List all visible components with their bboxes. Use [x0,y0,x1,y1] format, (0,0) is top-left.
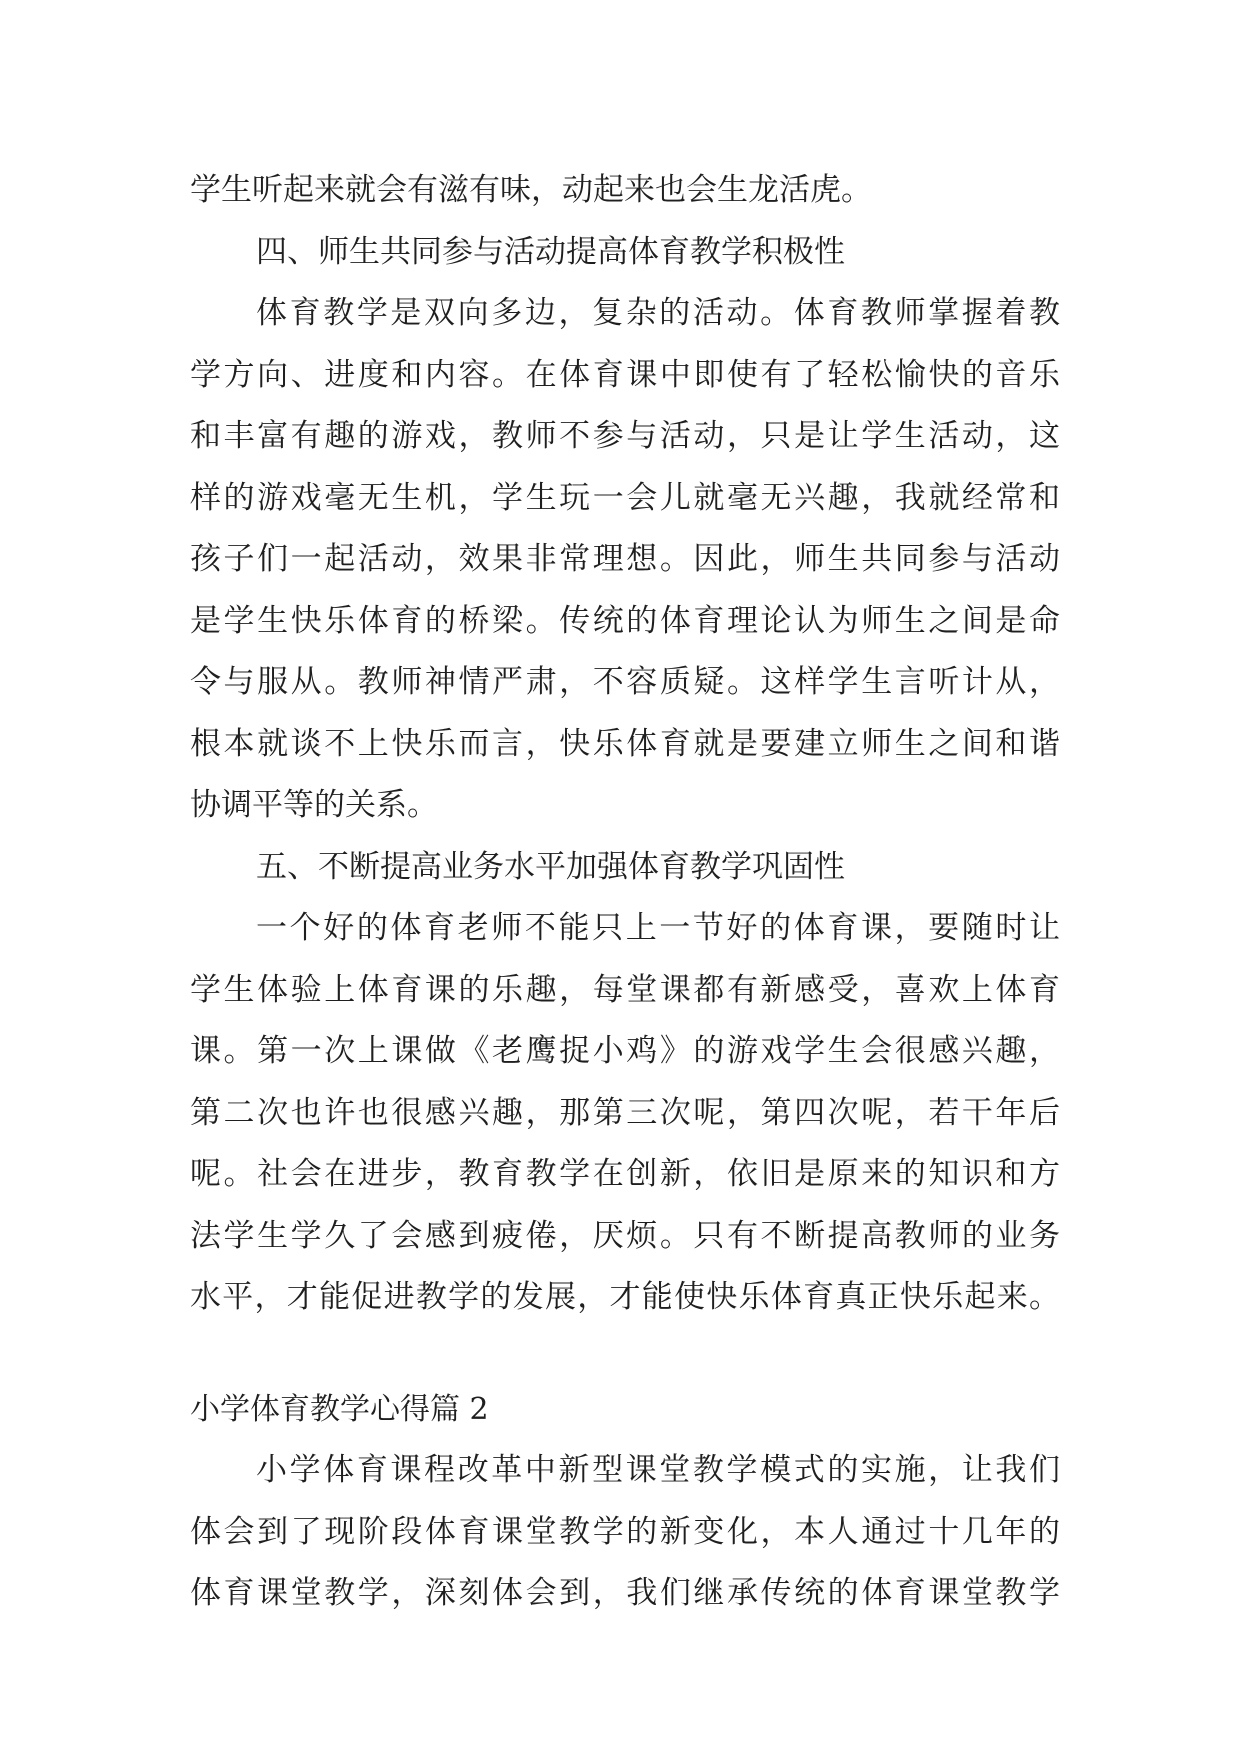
section-title: 小学体育教学心得篇 2 [190,1391,489,1427]
paragraph-line: 体会到了现阶段体育课堂教学的新变化，本人通过十几年的 [190,1513,1060,1550]
heading-section-5: 五、不断提高业务水平加强体育教学巩固性 [256,848,845,885]
paragraph-line: 小学体育课程改革中新型课堂教学模式的实施，让我们 [256,1452,1060,1488]
paragraph-teacher-student-activity [190,283,1060,837]
section-spacer [190,1329,1060,1379]
paragraph-line: 和丰富有趣的游戏，教师不参与活动，只是让学生活动，这 [190,418,1060,454]
paragraph-line: 根本就谈不上快乐而言，快乐体育就是要建立师生之间和谐 [190,725,1060,762]
document-body [190,160,1060,1625]
paragraph-line: 一个好的体育老师不能只上一节好的体育课，要随时让 [256,910,1060,946]
paragraph-line: 令与服从。教师神情严肃，不容质疑。这样学生言听计从， [190,664,1060,700]
paragraph-line: 课。第一次上课做《老鹰捉小鸡》的游戏学生会很感兴趣， [190,1033,1060,1069]
paragraph-line: 孩子们一起活动，效果非常理想。因此，师生共同参与活动 [190,541,1060,577]
paragraph-improve-skills [190,898,1060,1329]
paragraph-line: 体育课堂教学，深刻体会到，我们继承传统的体育课堂教学 [190,1575,1060,1611]
paragraph-line: 学生体验上体育课的乐趣，每堂课都有新感受，喜欢上体育 [190,971,1060,1008]
paragraph-line: 学生听起来就会有滋有味，动起来也会生龙活虎。 [190,172,872,208]
paragraph-line: 样的游戏毫无生机，学生玩一会儿就毫无兴趣，我就经常和 [190,479,1060,516]
paragraph-line: 水平，才能促进教学的发展，才能使快乐体育真正快乐起来。 [190,1279,1060,1315]
paragraph-line: 法学生学久了会感到疲倦，厌烦。只有不断提高教师的业务 [190,1217,1060,1254]
paragraph-line: 体育教学是双向多边，复杂的活动。体育教师掌握着教 [256,295,1060,331]
paragraph-line: 协调平等的关系。 [190,787,438,823]
paragraph-line: 学方向、进度和内容。在体育课中即使有了轻松愉快的音乐 [190,356,1060,393]
paragraph-continuation [190,160,1060,222]
paragraph-line: 是学生快乐体育的桥梁。传统的体育理论认为师生之间是命 [190,602,1060,639]
paragraph-line: 呢。社会在进步，教育教学在创新，依旧是原来的知识和方 [190,1156,1060,1192]
paragraph-line: 第二次也许也很感兴趣，那第三次呢，第四次呢，若干年后 [190,1094,1060,1131]
heading-section-4: 四、师生共同参与活动提高体育教学积极性 [256,233,845,270]
paragraph-curriculum-reform [190,1440,1060,1625]
